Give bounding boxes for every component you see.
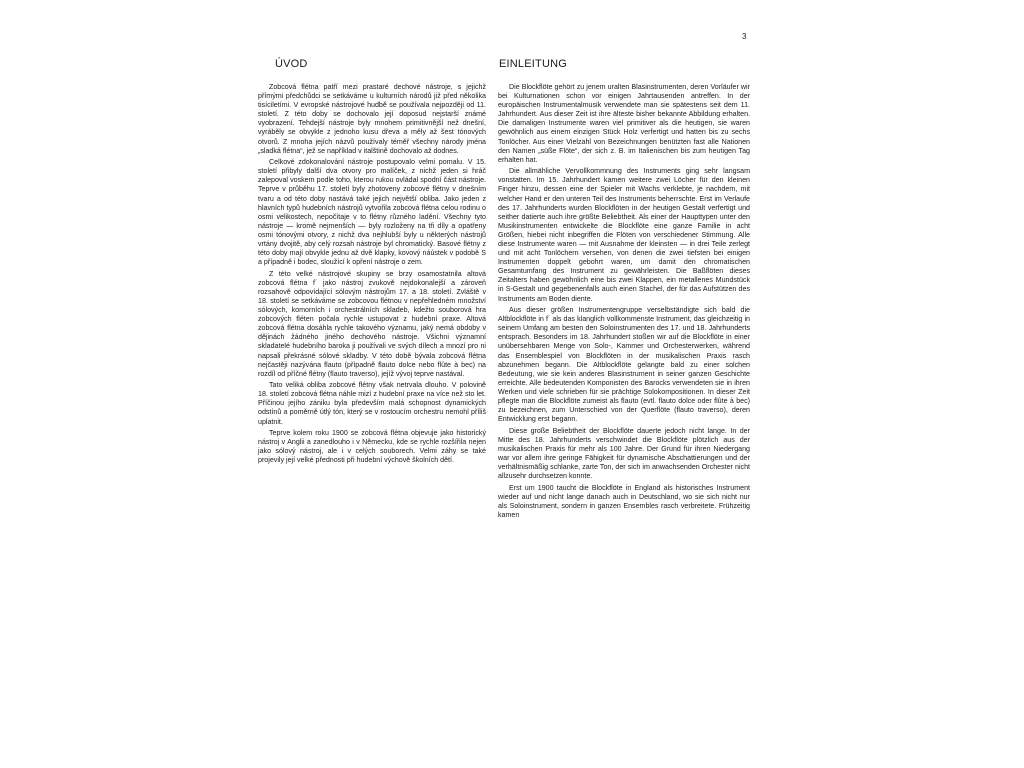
paragraph: Diese große Beliebtheit der Blockflöte dauerte jedoch nicht lange. In der Mitte des 18. Jahrhunderts verschwindet die Blockflöte plötzlich aus der musikalischen Praxis für mehr als 100 Jahre. Der Grund für ihren Niedergang war vor allem ihre geringe Fähigkeit für dynamische Abschattierungen und der verhältnismäßig schlanke, zarte Ton, der sich im anwachsenden Orchester nicht allzusehr durchsetzen konnte. xyxy=(498,426,750,481)
paragraph: Z této velké nástrojové skupiny se brzy osamostatnila altová zobcová flétna f´ jako nástroj zvukově nejdokonalejší a zároveň rozsahově odpovídající sólovým nástrojům 17. a 18. století. Zvláště v 18. století se setkáváme se zobcovou flétnou v nepřehledném množství sólových, komorních i orchestrálních skladeb, kdežto souborová hra zobcových fléten počala rychle ustupovat z hudební praxe. Altová zobcová flétna dosáhla rychle takového významu, jaký nemá obdoby v dějinách žádného jiného dechového nástroje. Všichni významní skladatelé hudebního baroka ji používali ve svých dílech a mnozí pro ni napsali překrásné sólové skladby. V této době bývala zobcová flétna nejčastěji nazývána flauto (případně flauto dolce nebo flûte à bec) na rozdíl od příčné flétny (flauto traverso), jejíž vývoj teprve nastával. xyxy=(258,269,486,378)
paragraph: Die Blockflöte gehört zu jenem uralten Blasinstrumenten, deren Vorläufer wir bei Kulturnationen schon vor einigen Jahrtausenden antreffen. In der europäischen Instrumentalmusik verwendete man sie spätestens seit dem 11. Jahrhundert. Aus dieser Zeit ist ihre älteste bisher bekannte Abbildung erhalten. Die damaligen Instrumente waren viel primitiver als die heutigen, sie waren gewöhnlich aus einem einzigen Stück Holz verfertigt und hatten bis zu sechs Tonlöcher. Aus einer Vielzahl von Bezeichnungen benützten fast alle Nationen den Namen „süße Flöte“, der sich z. B. im Italienischen bis zum heutigen Tag erhalten hat. xyxy=(498,83,750,164)
paragraph: Tato veliká obliba zobcové flétny však netrvala dlouho. V polovině 18. století zobcová flétna náhle mizí z hudební praxe na více než sto let. Příčinou jejího zániku byla především malá schopnost dynamických odstínů a poměrně útlý tón, který se v rostoucím orchestru nemohl příliš uplatnit. xyxy=(258,381,486,426)
paragraph: Celkové zdokonalování nástroje postupovalo velmi pomalu. V 15. století přibyly další dva otvory pro malíček, z nichž jeden si hráč zalepoval voskem podle toho, kterou rukou ovládal spodní část nástroje. Teprve v průběhu 17. století byly zhotoveny zobcové flétny v dnešním tvaru a od této doby nastává také jejich největší obliba. Jako jeden z hlavních typů hudebních nástrojů vytvořila zobcová flétna celou rodinu o osmi velikostech, nepočítaje v to flétny různého ladění. Všechny tyto nástroje — kromě nejmenších — byly rozloženy na tři díly a opatřeny osmi tónovými otvory, z nichž dva nejhlubší byly u některých nástrojů vrtány dvojitě, aby celý rozsah nástroje byl chromatický. Basové flétny z této doby mají obvykle jednu až dvě klapky, kovový náústek v podobě S a případně i bodec, sloužící k opření nástroje o zem. xyxy=(258,158,486,267)
heading-german: EINLEITUNG xyxy=(499,58,568,70)
heading-czech: ÚVOD xyxy=(275,58,308,70)
paragraph: Die allmähliche Vervollkommnung des Instruments ging sehr langsam vonstatten. Im 15. Jahrhundert kamen weitere zwei Löcher für den kleinen Finger hinzu, dessen eine der Spieler mit Wachs verklebte, je nachdem, mit welcher Hand er den unteren Teil des Instruments beherrschte. Erst im Verlaufe des 17. Jahrhunderts wurden Blockflöten in der heutigen Gestalt verfertigt und seither datierte auch ihre größte Beliebtheit. Als einer der Haupttypen unter den Musikinstrumenten entwickelte die Blockflöte eine ganze Familie in acht Größen, hiebei nicht inbegriffen die Flöten von verschiedener Stimmung. Alle diese Instrumente waren — mit Ausnahme der kleinsten — in drei Teile zerlegt und mit acht Tonlöchern versehen, von denen die zwei tiefsten bei einigen Instrumenten doppelt gebohrt waren, um damit den chromatischen Gesamtumfang des Instrument zu gewährleisten. Die Baßflöten dieses Zeitalters haben gewöhnlich eine bis zwei Klappen, ein metallenes Mundstück in S-Gestalt und gegebenenfalls auch einen Stachel, der für das Aufstützen des Instruments am Boden diente. xyxy=(498,167,750,303)
page-number: 3 xyxy=(742,32,747,41)
paragraph: Erst um 1900 taucht die Blockflöte in England als historisches Instrument wieder auf und nicht lange danach auch in Deutschland, wo sie sich nicht nur als Soloinstrument, sondern in ganzen Ensembles rasch verbreitete. Frühzeitig kamen xyxy=(498,483,750,519)
paragraph: Aus dieser größen Instrumentengruppe verselbständigte sich bald die Altblockflöte in f´ als das klanglich vollkommenste Instrument, das gleichzeitig in seinem Umfang am besten den Soloinstrumenten des 17. und 18. Jahrhunderts entsprach. Besonders im 18. Jahrhundert stoßen wir auf die Blockflöte in einer unübersehbaren Menge von Solo-, Kammer und Orchesterwerken, während das Ensemblespiel von Blockflöten in der musikalischen Praxis rasch abzunehmen begann. Die Altblockflöte gelangte bald zu einer solchen Bedeutung, wie sie kein anderes Blasinstrument in seiner ganzen Geschichte erreichte. Alle bedeutenden Komponisten des Barocks verwendeten sie in ihren Werken und viele schrieben für sie prächtige Solokompositionen. In dieser Zeit pflegte man die Blockflöte zumeist als flauto (evtl. flauto dolce oder flûte à bec) zu bezeichnen, zum Unterschied von der Querflöte (flauto traverso), deren Entwicklung erst begann. xyxy=(498,306,750,424)
column-german xyxy=(498,83,750,522)
paragraph: Zobcová flétna patří mezi prastaré dechové nástroje, s jejichž přímými předchůdci se setkáváme u kulturních národů již před několika tisíciletími. V evropské nástrojové hudbě se používala nejpozději od 11. století. Z této doby se dochovalo její doposud nejstarší známé vyobrazení. Tehdejší nástroje byly mnohem primitivnější než dnešní, vyráběly se obvykle z jednoho kusu dřeva a měly až šest tónových otvorů. Z mnoha jejích názvů používaly téměř všechny národy jména „sladká flétna“, jež se například v italštině dochovalo až dodnes. xyxy=(258,83,486,155)
paragraph: Teprve kolem roku 1900 se zobcová flétna objevuje jako historický nástroj v Anglii a zanedlouho i v Německu, kde se rychle rozšířila nejen jako sólový nástroj, ale i v celých souborech. Velmi záhy se také projevily její velké přednosti při hudební výchově školních dětí. xyxy=(258,429,486,465)
column-czech xyxy=(258,83,486,468)
